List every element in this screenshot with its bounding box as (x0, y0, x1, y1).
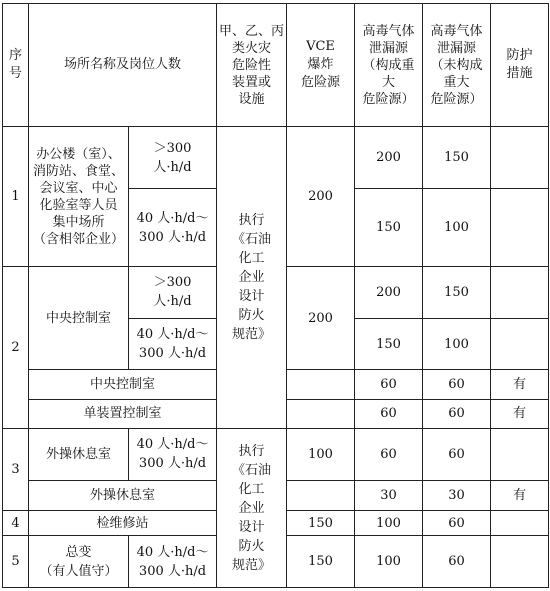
row4-protect (491, 511, 549, 536)
row2-d-protect: 有 (491, 399, 549, 428)
row2-b-toxic-non: 100 (423, 318, 491, 370)
row1-vce: 200 (287, 127, 355, 267)
row3-b-protect: 有 (491, 480, 549, 510)
row4-place: 检维修站 (29, 511, 217, 536)
row2-d-vce (287, 399, 355, 428)
row3-toxic-major: 60 (355, 429, 423, 481)
header-protection: 防护 措施 (491, 4, 549, 127)
row3-vce: 100 (287, 429, 355, 481)
row1-b-toxic-major: 150 (355, 189, 423, 267)
header-toxic-major: 高毒气体 泄漏源 （构成重大 危险源） (355, 4, 423, 127)
row5-seq: 5 (3, 536, 29, 588)
row1-b-toxic-non: 100 (423, 189, 491, 267)
row1-sub-b: 40 人·h/d～ 300 人·h/d (129, 189, 217, 267)
row2-c-vce (287, 370, 355, 399)
row3-b-vce (287, 480, 355, 510)
row2-c-toxic-non: 60 (423, 370, 491, 399)
row2-sub-a: ＞300 人·h/d (129, 267, 217, 319)
row2-seq: 2 (3, 267, 29, 429)
row3-sub: 40 人·h/d～ 300 人·h/d (129, 429, 217, 481)
row3-protect (491, 429, 549, 481)
header-fire-hazard: 甲、乙、丙 类火灾 危险性 装置或 设施 (217, 4, 287, 127)
row5-toxic-major: 100 (355, 536, 423, 588)
row2-c-place: 中央控制室 (29, 370, 217, 399)
row2-b-protect (491, 318, 549, 370)
row1-a-toxic-major: 200 (355, 127, 423, 189)
row2-d-toxic-major: 60 (355, 399, 423, 428)
row5-toxic-non: 60 (423, 536, 491, 588)
row3-b-toxic-non: 30 (423, 480, 491, 510)
header-seq: 序 号 (3, 4, 29, 127)
fire-reference-2: 执行 《石油 化工 企业 设计 防火 规范》 (217, 429, 287, 588)
row2-a-toxic-major: 200 (355, 267, 423, 319)
row3-b-toxic-major: 30 (355, 480, 423, 510)
row1-place: 办公楼（室）、 消防站、食堂、 会议室、中心 化验室等人员 集中场所 （含相邻企业） (29, 127, 129, 267)
row2-c-toxic-major: 60 (355, 370, 423, 399)
row3-seq: 3 (3, 429, 29, 511)
row5-sub: 40 人·h/d～ 300 人·h/d (129, 536, 217, 588)
header-toxic-non-major: 高毒气体 泄漏源 （未构成 重大 危险源） (423, 4, 491, 127)
row1-a-protect (491, 127, 549, 189)
row2-c-protect: 有 (491, 370, 549, 399)
row4-vce: 150 (287, 511, 355, 536)
row2-sub-b: 40 人·h/d～ 300 人·h/d (129, 318, 217, 370)
row1-seq: 1 (3, 127, 29, 267)
header-vce: VCE 爆炸 危险源 (287, 4, 355, 127)
row4-toxic-non: 60 (423, 511, 491, 536)
row4-seq: 4 (3, 511, 29, 536)
row2-vce: 200 (287, 267, 355, 370)
row1-sub-a: ＞300 人·h/d (129, 127, 217, 189)
row5-protect (491, 536, 549, 588)
header-place: 场所名称及岗位人数 (29, 4, 217, 127)
fire-reference-1: 执行 《石油 化工 企业 设计 防火 规范》 (217, 127, 287, 429)
row2-place: 中央控制室 (29, 267, 129, 370)
row3-b-place: 外操休息室 (29, 480, 217, 510)
row2-a-toxic-non: 150 (423, 267, 491, 319)
row5-vce: 150 (287, 536, 355, 588)
row3-place: 外操休息室 (29, 429, 129, 481)
row2-a-protect (491, 267, 549, 319)
row1-b-protect (491, 189, 549, 267)
row5-place: 总变 （有人值守） (29, 536, 129, 588)
row3-toxic-non: 60 (423, 429, 491, 481)
standard-distance-table (2, 3, 549, 588)
row2-d-place: 单装置控制室 (29, 399, 217, 428)
row2-d-toxic-non: 60 (423, 399, 491, 428)
row2-b-toxic-major: 150 (355, 318, 423, 370)
row1-a-toxic-non: 150 (423, 127, 491, 189)
row4-toxic-major: 100 (355, 511, 423, 536)
